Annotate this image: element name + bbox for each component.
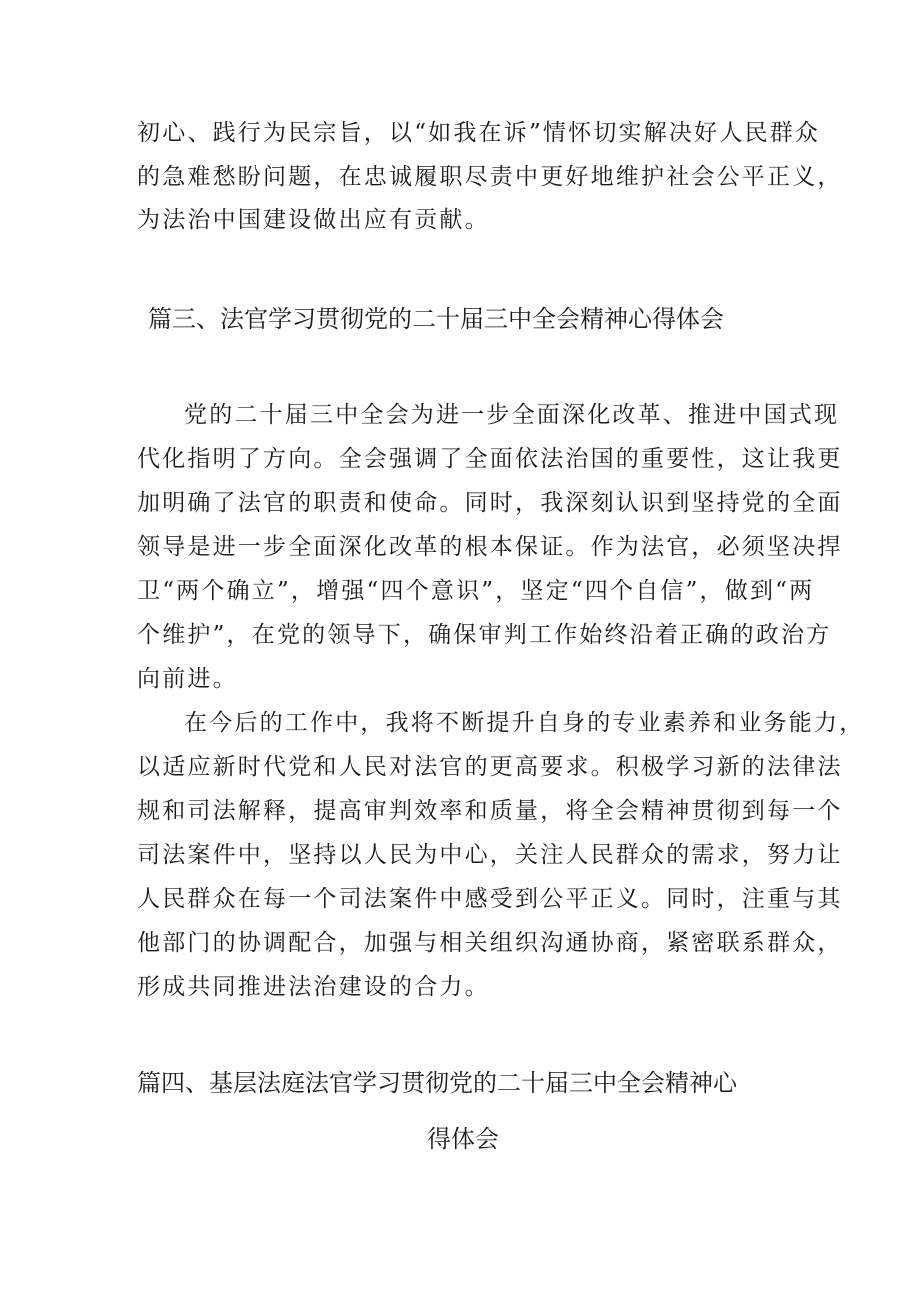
continuation-line-1: 初心、践行为民宗旨，以“如我在诉”情怀切实解决好人民群众 <box>137 120 821 146</box>
s3-p2-line-2: 以适应新时代党和人民对法官的更高要求。积极学习新的法律法 <box>137 754 843 780</box>
s3-p1-line-3: 加明确了法官的职责和使命。同时，我深刻认识到坚持党的全面 <box>137 490 843 516</box>
s3-p2-line-4: 司法案件中，坚持以人民为中心，关注人民群众的需求，努力让 <box>137 842 843 868</box>
s3-p2-line-6: 他部门的协调配合，加强与相关组织沟通协商，紧密联系群众， <box>137 930 843 956</box>
s3-p2-line-7: 形成共同推进法治建设的合力。 <box>137 974 490 1000</box>
s3-p1-line-6: 个维护”，在党的领导下，确保审判工作始终沿着正确的政治方 <box>137 622 832 648</box>
s3-p1-line-5: 卫“两个确立”，增强“四个意识”，坚定“四个自信”，做到“两 <box>137 578 815 604</box>
continuation-line-3: 为法治中国建设做出应有贡献。 <box>137 207 490 233</box>
s3-p2-line-5: 人民群众在每一个司法案件中感受到公平正义。同时，注重与其 <box>137 886 843 912</box>
s3-p1-line-2: 代化指明了方向。全会强调了全面依法治国的重要性，这让我更 <box>137 446 843 472</box>
section4-heading-line-1: 篇四、基层法庭法官学习贯彻党的二十届三中全会精神心 <box>137 1069 737 1097</box>
s3-p2-line-1: 在今后的工作中，我将不断提升自身的专业素养和业务能力， <box>184 710 865 736</box>
section4-heading-line-2: 得体会 <box>427 1125 499 1153</box>
s3-p1-line-1: 党的二十届三中全会为进一步全面深化改革、推进中国式现 <box>184 402 840 428</box>
s3-p1-line-4: 领导是进一步全面深化改革的根本保证。作为法官，必须坚决捍 <box>137 534 843 560</box>
continuation-line-2: 的急难愁盼问题，在忠诚履职尽责中更好地维护社会公平正义， <box>137 164 843 190</box>
s3-p2-line-3: 规和司法解释，提高审判效率和质量，将全会精神贯彻到每一个 <box>137 798 843 824</box>
s3-p1-line-7: 向前进。 <box>137 666 238 692</box>
section3-heading: 篇三、法官学习贯彻党的二十届三中全会精神心得体会 <box>148 305 724 333</box>
